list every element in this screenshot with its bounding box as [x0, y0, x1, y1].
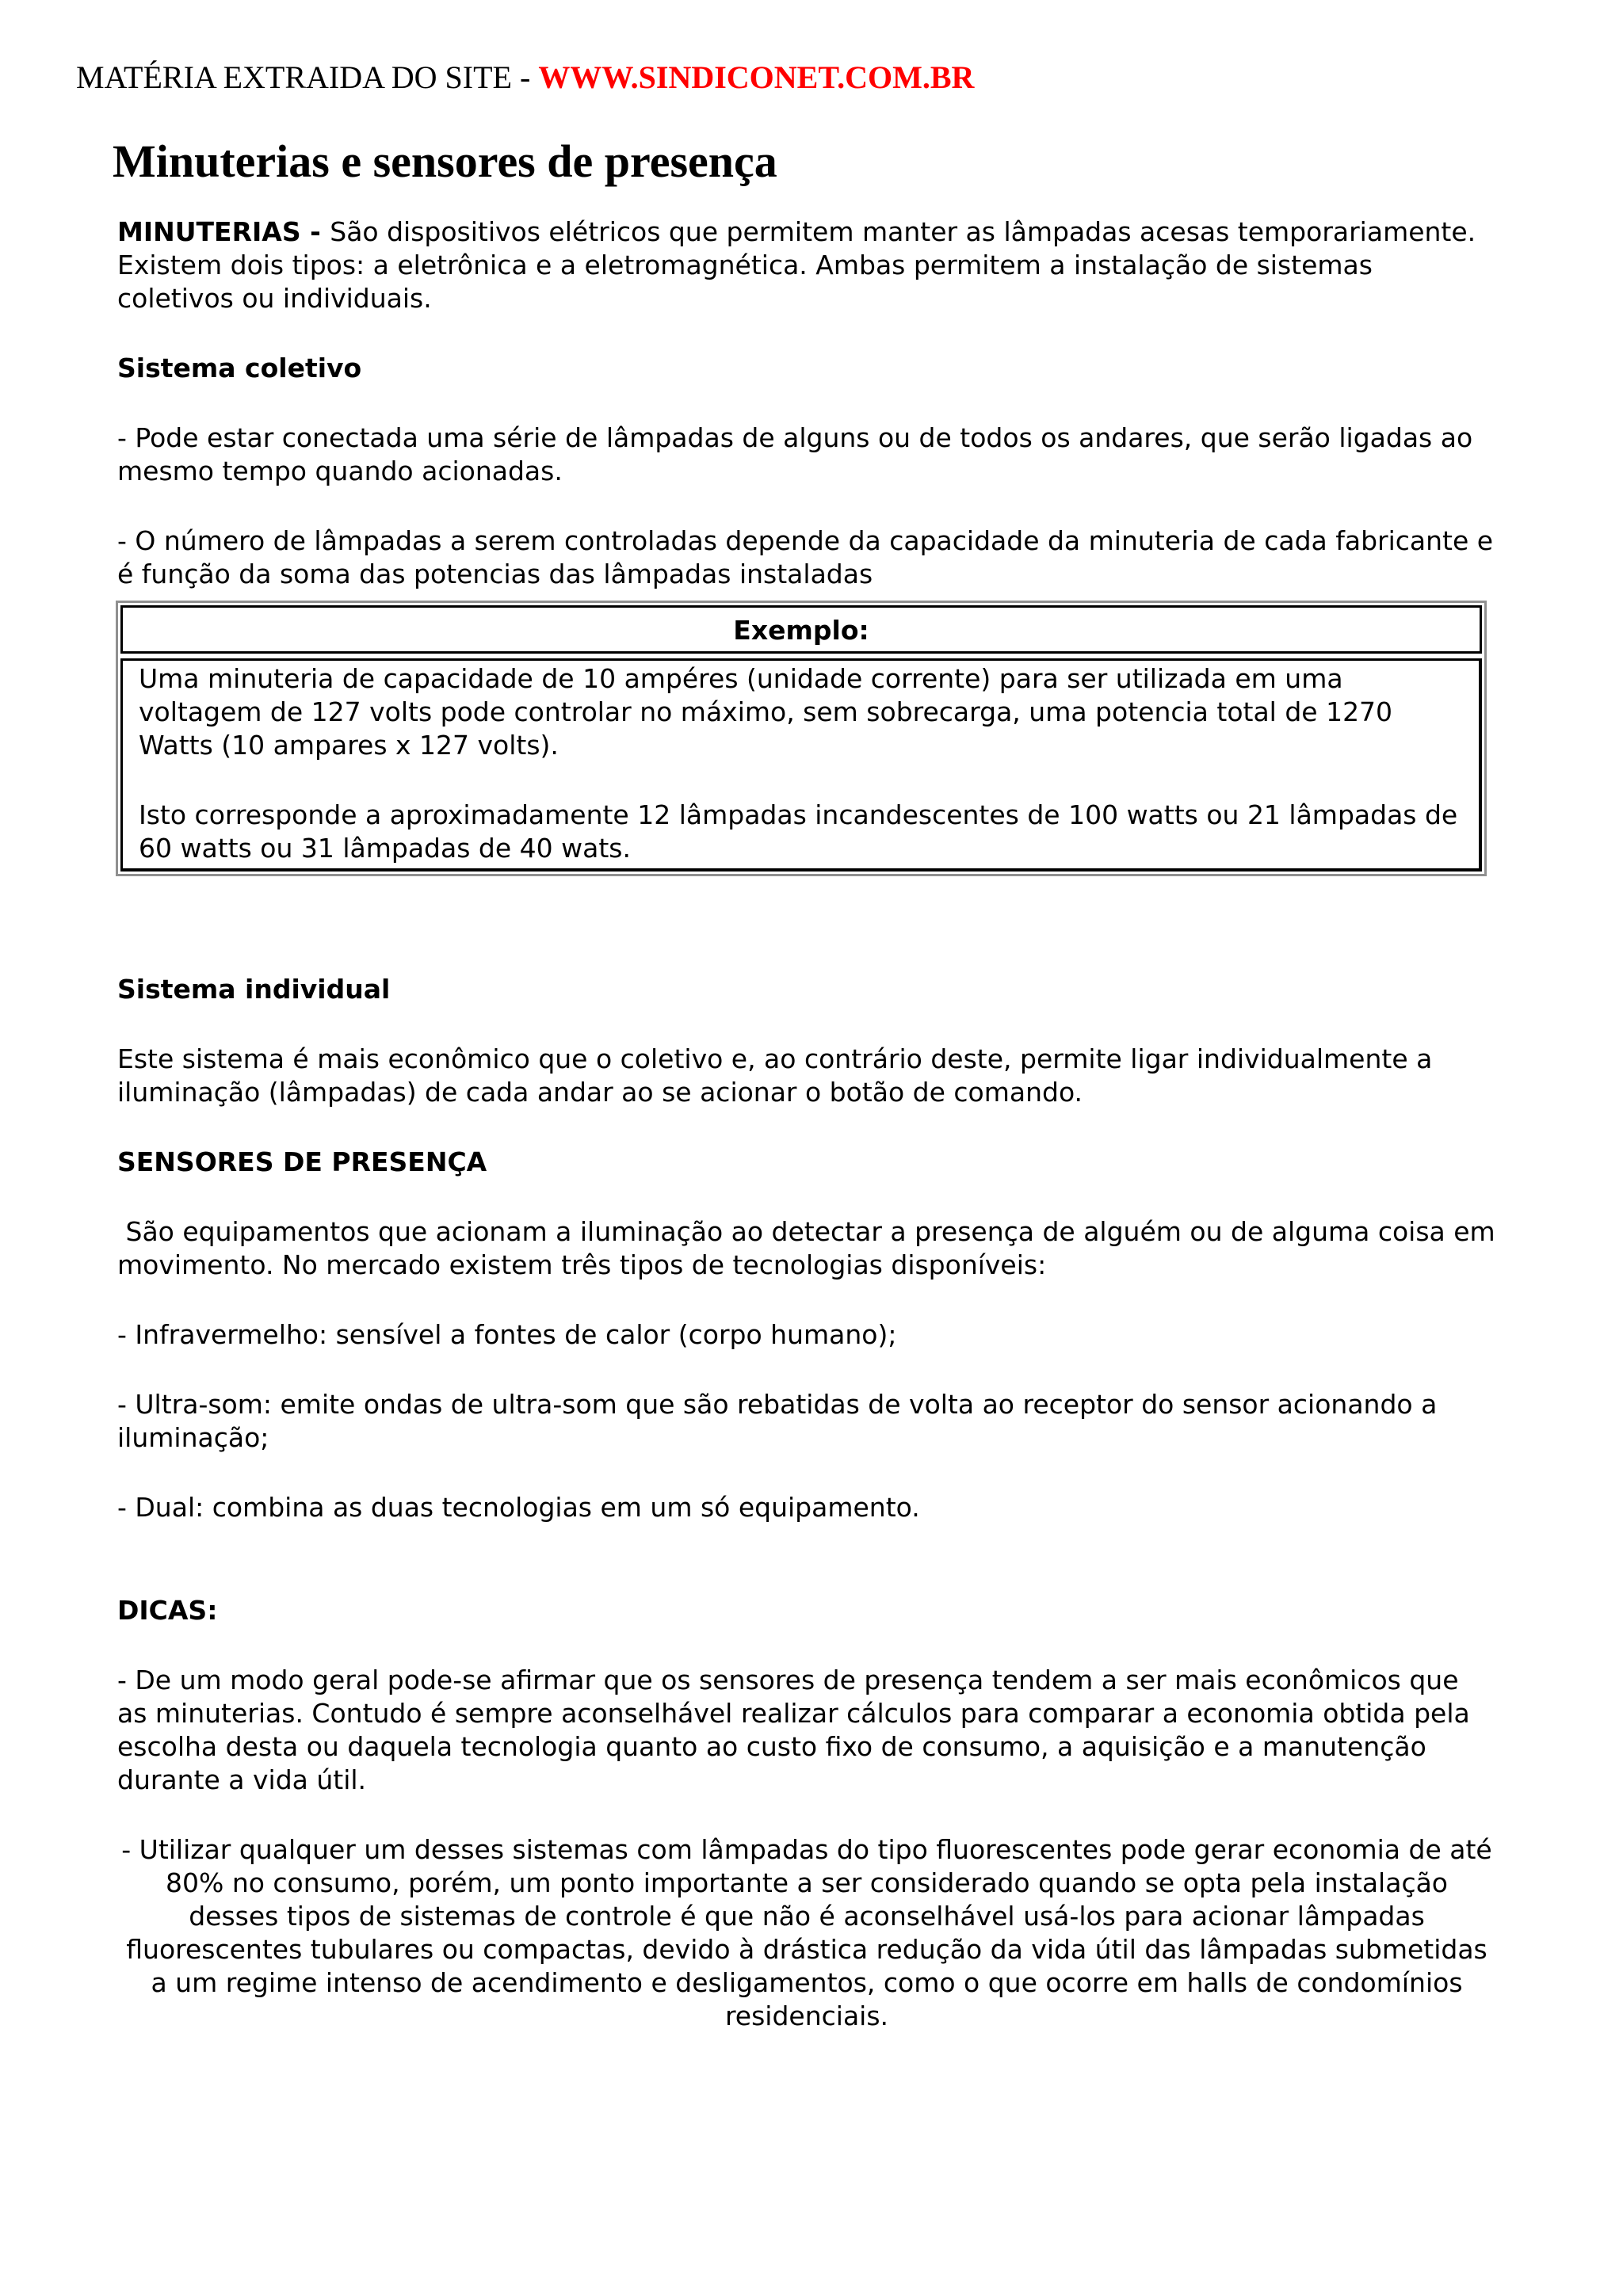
header-source-url: WWW.SINDICONET.COM.BR — [538, 59, 975, 95]
intro-paragraph — [117, 215, 1496, 315]
sensor-type-dual: - Dual: combina as duas tecnologias em um só equipamento. — [117, 1492, 920, 1523]
example-heading: Exemplo: — [120, 605, 1482, 654]
dicas-paragraph-2: - Utilizar qualquer um desses sistemas com lâmpadas do tipo fluorescentes pode gerar economia de até 80% no consumo, porém, um ponto importante a ser considerado quando se opta pela instalação desses tipos de sistemas de controle é que não é aconselhável usá-los para acionar lâmpadas fluorescentes tubulares ou compactas, devido à drástica redução da vida útil das lâmpadas submetidas a um regime intenso de acendimento e desligamentos, como o que ocorre em halls de condomínios residenciais. — [121, 1834, 1492, 2031]
sensor-type-ultrasom: - Ultra-som: emite ondas de ultra-som que são rebatidas de volta ao receptor do sensor acionando a iluminação; — [117, 1389, 1438, 1453]
example-paragraph-1: Uma minuteria de capacidade de 10 ampéres (unidade corrente) para ser utilizada em uma voltagem de 127 volts pode controlar no máximo, sem sobrecarga, uma potencia total de 1270 Watts (10 ampares x 127 volts). — [139, 663, 1393, 761]
section-heading-coletivo: Sistema coletivo — [117, 353, 362, 383]
dicas-paragraph-1: - De um modo geral pode-se afirmar que os sensores de presença tendem a ser mais econômicos que as minuterias. Contudo é sempre aconselhável realizar cálculos para comparar a economia obtida pela escolha desta ou daquela tecnologia quanto ao custo fixo de consumo, a aquisição e a manutenção durante a vida útil. — [117, 1665, 1470, 1795]
individual-paragraph: Este sistema é mais econômico que o coletivo e, ao contrário deste, permite ligar individualmente a iluminação (lâmpadas) de cada andar ao se acionar o botão de comando. — [117, 1043, 1433, 1108]
example-paragraph-2: Isto corresponde a aproximadamente 12 lâmpadas incandescentes de 100 watts ou 21 lâmpadas de 60 watts ou 31 lâmpadas de 40 wats. — [139, 799, 1458, 864]
coletivo-paragraph-2: - O número de lâmpadas a serem controladas depende da capacidade da minuteria de cada fabricante e é função da soma das potencias das lâmpadas instaladas — [117, 525, 1494, 589]
section-heading-sensores: SENSORES DE PRESENÇA — [117, 1146, 487, 1177]
article-body — [117, 215, 1504, 2069]
section-heading-dicas: DICAS: — [117, 1595, 218, 1626]
source-header — [76, 59, 974, 96]
coletivo-paragraph-1: - Pode estar conectada uma série de lâmpadas de alguns ou de todos os andares, que serão ligadas ao mesmo tempo quando acionadas. — [117, 422, 1473, 486]
page-title: Minuterias e sensores de presença — [113, 135, 777, 187]
intro-label: MINUTERIAS - — [117, 216, 330, 247]
sensores-intro: São equipamentos que acionam a iluminação ao detectar a presença de alguém ou de alguma coisa em movimento. No mercado existem três tipos de tecnologias disponíveis: — [117, 1216, 1504, 1280]
sensor-type-infravermelho: - Infravermelho: sensível a fontes de calor (corpo humano); — [117, 1319, 897, 1350]
example-box — [116, 601, 1487, 876]
example-body — [120, 658, 1482, 871]
section-heading-individual: Sistema individual — [117, 974, 391, 1005]
header-prefix: MATÉRIA EXTRAIDA DO SITE - — [76, 59, 539, 95]
intro-text: São dispositivos elétricos que permitem manter as lâmpadas acesas temporariamente. Existem dois tipos: a eletrônica e a eletromagnética. Ambas permitem a instalação de sistemas coletivos ou individuais. — [117, 216, 1476, 314]
